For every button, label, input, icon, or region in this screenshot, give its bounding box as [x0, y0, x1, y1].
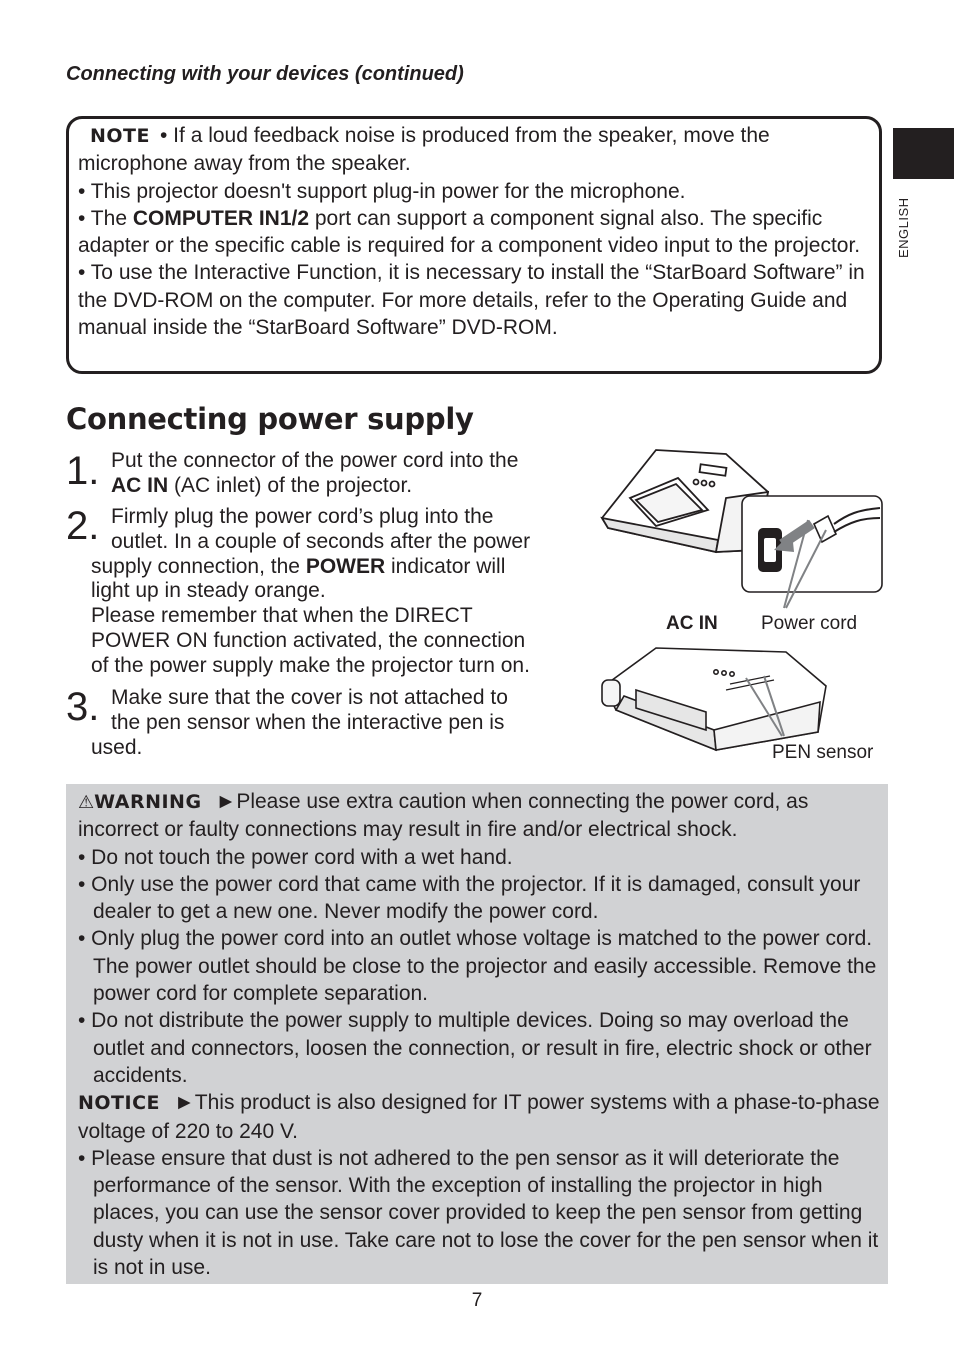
power-cord-label: Power cord — [761, 613, 858, 634]
note-paragraph-4: • To use the Interactive Function, it is necessary to install the “StarBoard Software” in the DVD-ROM on the computer. For more details, refer to the Operating Guide and manual inside the “StarBoard Software” DVD-ROM. — [78, 261, 865, 340]
pen-sensor-label: PEN sensor — [772, 742, 874, 763]
note-content — [78, 122, 878, 341]
note-paragraph-2: • This projector doesn't support plug-in power for the microphone. — [78, 179, 686, 203]
step-2-text: Firmly plug the power cord’s plug into the outlet. In a couple of seconds after the power supply connection, the POWER indicator will light up in steady orange. Please remember that when the DIRECT POWER ON function activated, the connection of the power supply make the projector turn on. — [91, 505, 531, 677]
warning-paragraph: ►Please use extra caution when connecting the power cord, as incorrect or faulty connections may result in fire and/or electrical shock. — [78, 790, 809, 842]
notice-bullet-1: • Please ensure that dust is not adhered to the pen sensor as it will deteriorate the performance of the sensor. With the exception of installing the projector in high places, you can use the sensor cover provided to keep the pen sensor from getting dusty when it is not in use. Take care not to lose the cover for the pen sensor when it is not in use. — [78, 1146, 879, 1280]
notice-paragraph: ►This product is also designed for IT power systems with a phase-to-phase voltage of 220 to 240 V. — [78, 1091, 880, 1143]
step-2-number: 2. — [66, 504, 100, 548]
page-number: 7 — [471, 1290, 483, 1311]
note-paragraph-3: • The COMPUTER IN1/2 port can support a component signal also. The specific adapter or the specific cable is required for a component video input to the projector. — [78, 206, 861, 258]
note-paragraph-1: • If a loud feedback noise is produced from the speaker, move the microphone away from the speaker. — [78, 124, 770, 176]
page-header: Connecting with your devices (continued) — [66, 63, 464, 85]
warning-bullet-1: • Do not touch the power cord with a wet hand. — [78, 845, 513, 869]
step-1-number: 1. — [66, 449, 100, 493]
step-1-text: Put the connector of the power cord into the AC IN (AC inlet) of the projector. — [111, 449, 519, 497]
language-tab-marker — [893, 128, 954, 179]
warning-bullet-2: • Only use the power cord that came with the projector. If it is damaged, consult your dealer to get a new one. Never modify the power cord. — [78, 872, 861, 924]
language-label-text: ENGLISH — [896, 197, 911, 258]
warning-content — [78, 788, 883, 1281]
language-tab-label — [896, 188, 914, 258]
section-title: Connecting power supply — [66, 402, 474, 436]
projector-illustration — [596, 440, 888, 770]
projector-bottom-view — [602, 648, 826, 750]
warning-triangle-icon: ⚠ — [78, 792, 95, 812]
ac-in-label: AC IN — [666, 613, 718, 634]
step-3-number: 3. — [66, 685, 100, 729]
notice-tag: NOTICE — [78, 1092, 161, 1115]
note-tag: NOTE — [90, 125, 150, 147]
warning-bullet-3: • Only plug the power cord into an outlet whose voltage is matched to the power cord. The power outlet should be close to the projector and easily accessible. Remove the power cord for complete separation. — [78, 927, 877, 1006]
step-3-text: Make sure that the cover is not attached to the pen sensor when the interactive pen is used. — [91, 686, 508, 759]
warning-bullet-4: • Do not distribute the power supply to multiple devices. Doing so may overload the outlet and connectors, loosen the connection, or result in fire, electric shock or other accidents. — [78, 1009, 872, 1087]
warning-tag: WARNING — [94, 791, 202, 813]
